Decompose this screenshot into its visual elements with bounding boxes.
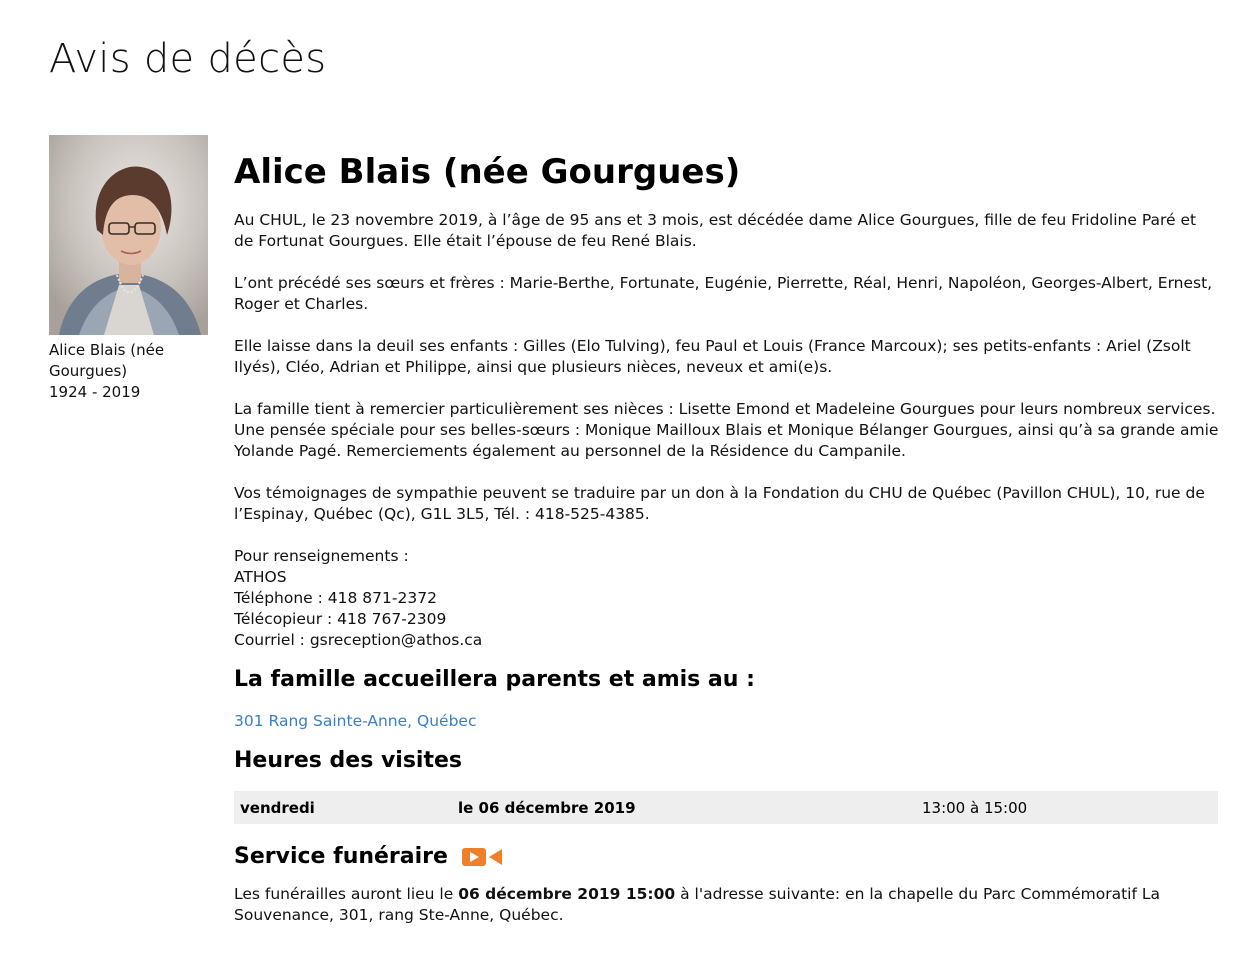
service-text-before: Les funérailles auront lieu le (234, 885, 459, 903)
contact-intro: Pour renseignements : (234, 547, 409, 565)
caption-years: 1924 - 2019 (49, 383, 141, 401)
obituary-main (234, 150, 1219, 926)
contact-phone: Téléphone : 418 871-2372 (234, 589, 437, 607)
visit-hours: 13:00 à 15:00 (916, 791, 1218, 824)
service-heading: Service funéraire (234, 844, 448, 869)
service-text (234, 884, 1219, 926)
visit-day: vendredi (234, 791, 452, 824)
service-datetime: 06 décembre 2019 15:00 (458, 885, 676, 903)
contact-block (234, 546, 1219, 651)
photo-caption (49, 340, 214, 403)
obituary-paragraph: Elle laisse dans la deuil ses enfants : Gilles (Elo Tulving), feu Paul et Louis (France Marcoux); ses petits-enfants : Ariel (Zsolt Ilyés), Cléo, Adrian et Philippe, ainsi que plusieurs nièces, neveux et ami(e)s. (234, 337, 1191, 376)
table-row (234, 791, 1218, 824)
page-title: Avis de décès (49, 36, 327, 82)
deceased-photo (49, 135, 208, 335)
contact-fax: Télécopieur : 418 767-2309 (234, 610, 447, 628)
contact-email: Courriel : gsreception@athos.ca (234, 631, 483, 649)
obituary-paragraph: Au CHUL, le 23 novembre 2019, à l’âge de 95 ans et 3 mois, est décédée dame Alice Gourgues, fille de feu Fridoline Paré et de Fortunat Gourgues. Elle était l’épouse de feu René Blais. (234, 211, 1197, 250)
obituary-paragraph: Vos témoignages de sympathie peuvent se traduire par un don à la Fondation du CHU de Québec (Pavillon CHUL), 10, rue de l’Espinay, Québec (Qc), G1L 3L5, Tél. : 418-525-4385. (234, 484, 1205, 523)
deceased-sidebar (49, 135, 214, 403)
portrait-illustration (49, 135, 208, 335)
contact-company: ATHOS (234, 568, 287, 586)
visits-table (234, 791, 1218, 824)
obituary-paragraph: L’ont précédé ses sœurs et frères : Marie-Berthe, Fortunate, Eugénie, Pierrette, Réal, Henri, Napoléon, Georges-Albert, Ernest, Roger et Charles. (234, 274, 1213, 313)
reception-address-link[interactable]: 301 Rang Sainte-Anne, Québec (234, 712, 477, 730)
reception-heading: La famille accueillera parents et amis au : (234, 667, 755, 692)
deceased-name-heading: Alice Blais (née Gourgues) (234, 152, 741, 192)
caption-name: Alice Blais (née Gourgues) (49, 341, 165, 380)
obituary-paragraph: La famille tient à remercier particulièrement ses nièces : Lisette Emond et Madeleine Gourgues pour leurs nombreux services. Une pensée spéciale pour ses belles-sœurs : Monique Mailloux Blais et Monique Bélanger Gourgues, ainsi qu’à sa grande amie Yolande Pagé. Remerciements également au personnel de la Résidence du Campanile. (234, 400, 1219, 460)
visits-heading: Heures des visites (234, 748, 462, 773)
service-heading-row (234, 842, 1219, 872)
video-camera-icon[interactable] (462, 847, 504, 867)
service-text-after: à l'adresse suivante: en la chapelle du Parc Commémoratif La Souvenance, 301, rang Ste-Anne, Québec. (234, 885, 1161, 924)
visit-date: le 06 décembre 2019 (452, 791, 916, 824)
